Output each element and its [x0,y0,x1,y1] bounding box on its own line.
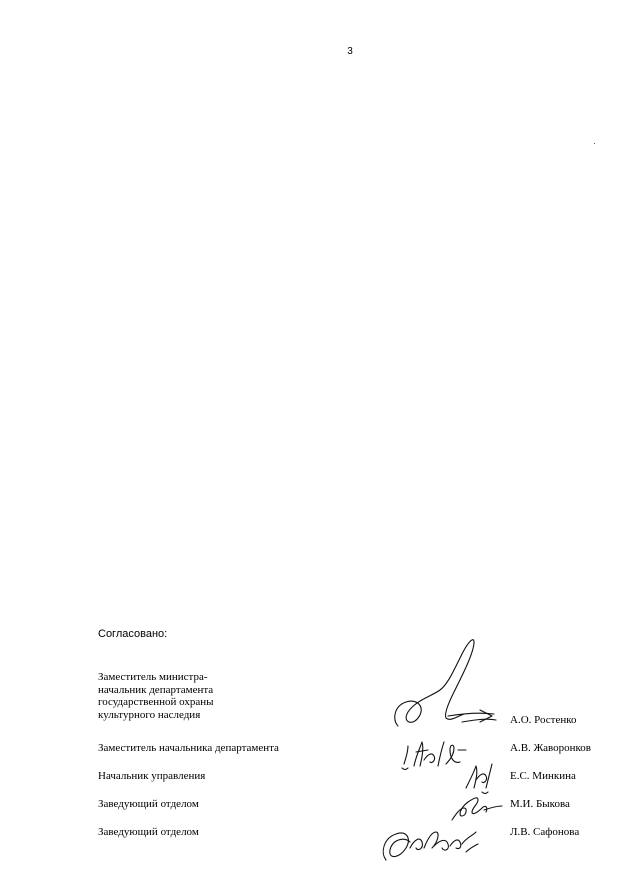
approver-name-4: М.И. Быкова [510,798,570,810]
approver-name-3: Е.С. Минкина [510,770,576,782]
approver-name-5: Л.В. Сафонова [510,826,580,838]
position-line: Заместитель начальника департамента [98,742,279,754]
scan-speck [594,143,595,144]
approver-position-4 [98,798,199,811]
approval-title: Согласовано: [98,628,168,640]
approver-position-1 [98,671,214,721]
position-line: начальник департамента [98,683,214,696]
handwritten-signature-icon [376,818,488,872]
position-line: Заместитель министра- [98,671,208,683]
approver-position-2 [98,742,279,755]
page-number: 3 [347,46,353,57]
position-line: культурного наследия [98,708,201,721]
approver-name-1: А.О. Ростенко [510,714,577,726]
position-line: Заведующий отделом [98,826,199,838]
position-line: Начальник управления [98,770,206,782]
handwritten-signature-icon [388,630,508,740]
approver-position-5 [98,826,199,839]
approver-name-2: А.В. Жаворонков [510,742,591,754]
approver-position-3 [98,770,205,783]
position-line: Заведующий отделом [98,798,199,810]
position-line: государственной охраны [98,696,214,708]
